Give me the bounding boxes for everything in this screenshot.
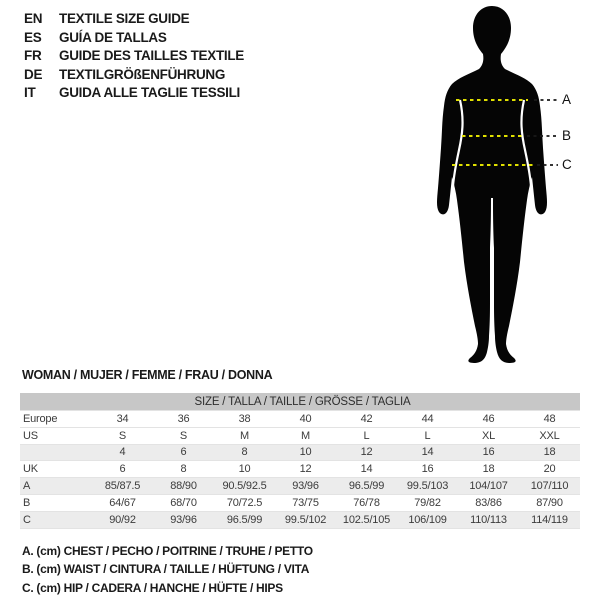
size-cell: L xyxy=(336,427,397,444)
size-cell: 8 xyxy=(214,444,275,461)
legend-line: C. (cm) HIP / CADERA / HANCHE / HÜFTE / HIPS xyxy=(22,580,283,595)
row-label: UK xyxy=(20,461,92,478)
size-table xyxy=(20,393,580,529)
size-cell: 90.5/92.5 xyxy=(214,478,275,495)
size-cell: 8 xyxy=(153,461,214,478)
size-cell: 114/119 xyxy=(519,511,580,528)
size-cell: 93/96 xyxy=(153,511,214,528)
size-cell: XL xyxy=(458,427,519,444)
legend-line: B. (cm) WAIST / CINTURA / TAILLE / HÜFTUNG / VITA xyxy=(22,562,310,577)
size-cell: 6 xyxy=(92,461,153,478)
language-code: ES xyxy=(24,29,42,45)
size-cell: 96.5/99 xyxy=(214,511,275,528)
size-cell: 106/109 xyxy=(397,511,458,528)
hip-label: C xyxy=(562,157,572,172)
language-title: TEXTILE SIZE GUIDE xyxy=(59,11,190,26)
table-row xyxy=(20,444,580,461)
size-cell: 6 xyxy=(153,444,214,461)
table-row xyxy=(20,511,580,528)
table-header-row xyxy=(20,393,580,411)
size-cell: 40 xyxy=(275,411,336,428)
size-cell: 90/92 xyxy=(92,511,153,528)
size-cell: XXL xyxy=(519,427,580,444)
size-cell: 48 xyxy=(519,411,580,428)
chest-label: A xyxy=(562,92,571,107)
size-cell: 88/90 xyxy=(153,478,214,495)
size-cell: 110/113 xyxy=(458,511,519,528)
size-cell: 79/82 xyxy=(397,494,458,511)
size-cell: 102.5/105 xyxy=(336,511,397,528)
size-cell: 18 xyxy=(519,444,580,461)
table-row xyxy=(20,478,580,495)
row-label: B xyxy=(20,494,92,511)
size-cell: 20 xyxy=(519,461,580,478)
language-title: GUIDE DES TAILLES TEXTILE xyxy=(59,48,245,63)
size-cell: 93/96 xyxy=(275,478,336,495)
size-cell: 16 xyxy=(458,444,519,461)
size-cell: L xyxy=(397,427,458,444)
figure-area xyxy=(400,0,600,375)
waist-label: B xyxy=(562,128,571,143)
size-cell: 85/87.5 xyxy=(92,478,153,495)
language-row xyxy=(24,66,244,85)
table-header-title: SIZE / TALLA / TAILLE / GRÖSSE / TAGLIA xyxy=(20,393,580,411)
table-row xyxy=(20,461,580,478)
size-cell: 83/86 xyxy=(458,494,519,511)
size-cell: 4 xyxy=(92,444,153,461)
size-cell: 34 xyxy=(92,411,153,428)
size-cell: 42 xyxy=(336,411,397,428)
row-label xyxy=(20,444,92,461)
size-cell: 64/67 xyxy=(92,494,153,511)
size-cell: 99.5/102 xyxy=(275,511,336,528)
language-title: GUÍA DE TALLAS xyxy=(59,29,167,45)
size-cell: S xyxy=(92,427,153,444)
size-cell: 44 xyxy=(397,411,458,428)
row-label: US xyxy=(20,427,92,444)
size-cell: 10 xyxy=(275,444,336,461)
language-title: GUIDA ALLE TAGLIE TESSILI xyxy=(59,85,240,100)
size-cell: 70/72.5 xyxy=(214,494,275,511)
size-cell: 14 xyxy=(397,444,458,461)
row-label: Europe xyxy=(20,411,92,428)
language-code: FR xyxy=(24,48,42,63)
size-cell: 46 xyxy=(458,411,519,428)
woman-silhouette-svg xyxy=(400,0,600,375)
section-title: WOMAN / MUJER / FEMME / FRAU / DONNA xyxy=(22,368,273,382)
language-code: IT xyxy=(24,85,36,100)
size-cell: 18 xyxy=(458,461,519,478)
size-cell: 76/78 xyxy=(336,494,397,511)
language-row xyxy=(24,29,244,48)
row-label: C xyxy=(20,511,92,528)
language-title: TEXTILGRÖßENFÜHRUNG xyxy=(59,66,226,82)
size-cell: M xyxy=(275,427,336,444)
legend-line: A. (cm) CHEST / PECHO / POITRINE / TRUHE / PETTO xyxy=(22,544,313,558)
table-row xyxy=(20,427,580,444)
size-cell: 10 xyxy=(214,461,275,478)
size-cell: 96.5/99 xyxy=(336,478,397,495)
size-cell: 87/90 xyxy=(519,494,580,511)
language-code: EN xyxy=(24,11,43,26)
size-cell: 12 xyxy=(336,444,397,461)
measurement-legend xyxy=(22,542,313,597)
size-cell: M xyxy=(214,427,275,444)
table-row xyxy=(20,411,580,428)
row-label: A xyxy=(20,478,92,495)
size-cell: 73/75 xyxy=(275,494,336,511)
language-list xyxy=(24,10,244,103)
size-cell: 14 xyxy=(336,461,397,478)
language-row xyxy=(24,10,244,29)
size-cell: 68/70 xyxy=(153,494,214,511)
table-row xyxy=(20,494,580,511)
language-row xyxy=(24,47,244,66)
size-cell: 16 xyxy=(397,461,458,478)
size-cell: 99.5/103 xyxy=(397,478,458,495)
size-cell: 38 xyxy=(214,411,275,428)
language-row xyxy=(24,84,244,103)
size-cell: 12 xyxy=(275,461,336,478)
size-cell: S xyxy=(153,427,214,444)
size-cell: 36 xyxy=(153,411,214,428)
size-cell: 104/107 xyxy=(458,478,519,495)
size-cell: 107/110 xyxy=(519,478,580,495)
language-code: DE xyxy=(24,66,43,82)
